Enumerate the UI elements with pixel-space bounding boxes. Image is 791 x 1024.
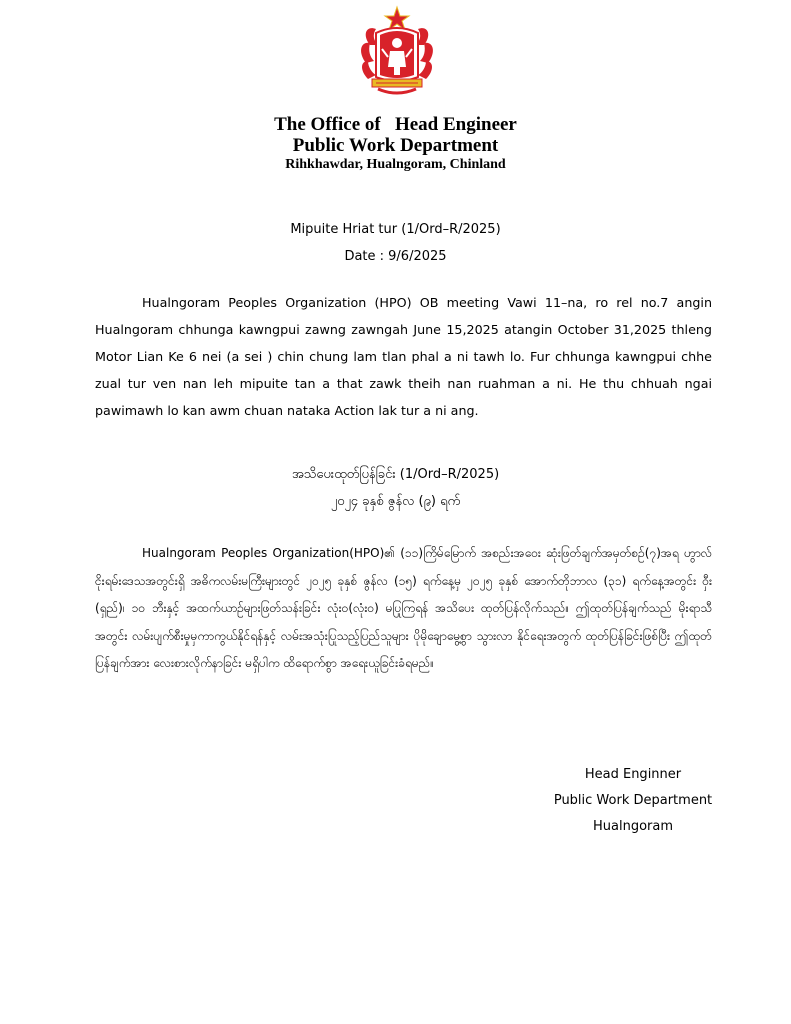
office-header [0,114,791,174]
office-title: The Office of Head Engineer [274,114,517,135]
signature-block [552,762,714,840]
notice-date-myanmar: ၂၀၂၄ ခုနှစ် ဇွန်လ (၉) ရက် [330,494,461,509]
department-name: Public Work Department [292,135,499,156]
notice-date-english: Date : 9/6/2025 [344,249,447,264]
notice-title-myanmar: အသိပေးထုတ်ပြန်ခြင်း (1/Ord–R/2025) [291,467,500,482]
signatory-location: Hualngoram [592,819,673,834]
notice-heading-myanmar [0,461,791,515]
notice-title-english: Mipuite Hriat tur (1/Ord–R/2025) [290,222,501,237]
office-address: Rihkhawdar, Hualngoram, Chinland [285,157,506,172]
emblem-icon [356,5,438,97]
signatory-department: Public Work Department [553,793,713,808]
notice-heading-english [0,216,791,270]
notice-body-english-block [95,289,712,424]
hpo-emblem [356,5,438,97]
notice-body-myanmar-block [95,540,712,678]
notice-body-english: Hualngoram Peoples Organization (HPO) OB meeting Vawi 11–na, ro rel no.7 angin Hualngoram chhunga kawngpui zawng zawngah June 15,2025 atangin October 31,2025 thleng Motor Lian Ke 6 nei (a sei ) chin chung lam tlan phal a ni tawh lo. Fur chhunga kawngpui chhe zual tur ven nan leh mipuite tan a that zawk theih nan ruahman a ni. He thu chhuah ngai pawimawh lo kan awm chuan nataka Action lak tur a ni ang. [95,295,712,418]
signatory-title: Head Enginner [584,767,682,782]
notice-body-myanmar: Hualngoram Peoples Organization(HPO)၏ (၁၁)ကြိမ်မြောက် အစည်းအဝေး ဆုံးဖြတ်ချက်အမှတ်စဉ်(၇)အရ ဟွာလ်ငိုးရမ်းဒေသအတွင်းရှိ အဓိကလမ်းမကြီးများတွင် ၂၀၂၅ ခုနှစ် ဇွန်လ (၁၅) ရက်နေ့မှ ၂၀၂၅ ခုနှစ် အောက်တိုဘာလ (၃၁) ရက်နေ့အတွင်း ဝှီး (ရှည်)၊ ၁၀ ဘီးနှင့် အထက်ယာဉ်များဖြတ်သန်းခြင်း လုံး၀(လုံး၀) မပြုကြရန် အသိပေး ထုတ်ပြန်လိုက်သည်။ ဤထုတ်ပြန်ချက်သည် မိုးရာသီအတွင်း လမ်းပျက်စီးမှုမှကာကွယ်နိုင်ရန်နှင့် လမ်းအသုံးပြုသည့်ပြည်သူများ ပိုမိုချောမွေ့စွာ သွားလာ နိုင်ရေးအတွက် ထုတ်ပြန်ခြင်းဖြစ်ပြီး ဤထုတ်ပြန်ချက်အား လေးစားလိုက်နာခြင်း မရှိပါက ထိရောက်စွာ အရေးယူခြင်းခံရမည်။ [95,546,712,670]
